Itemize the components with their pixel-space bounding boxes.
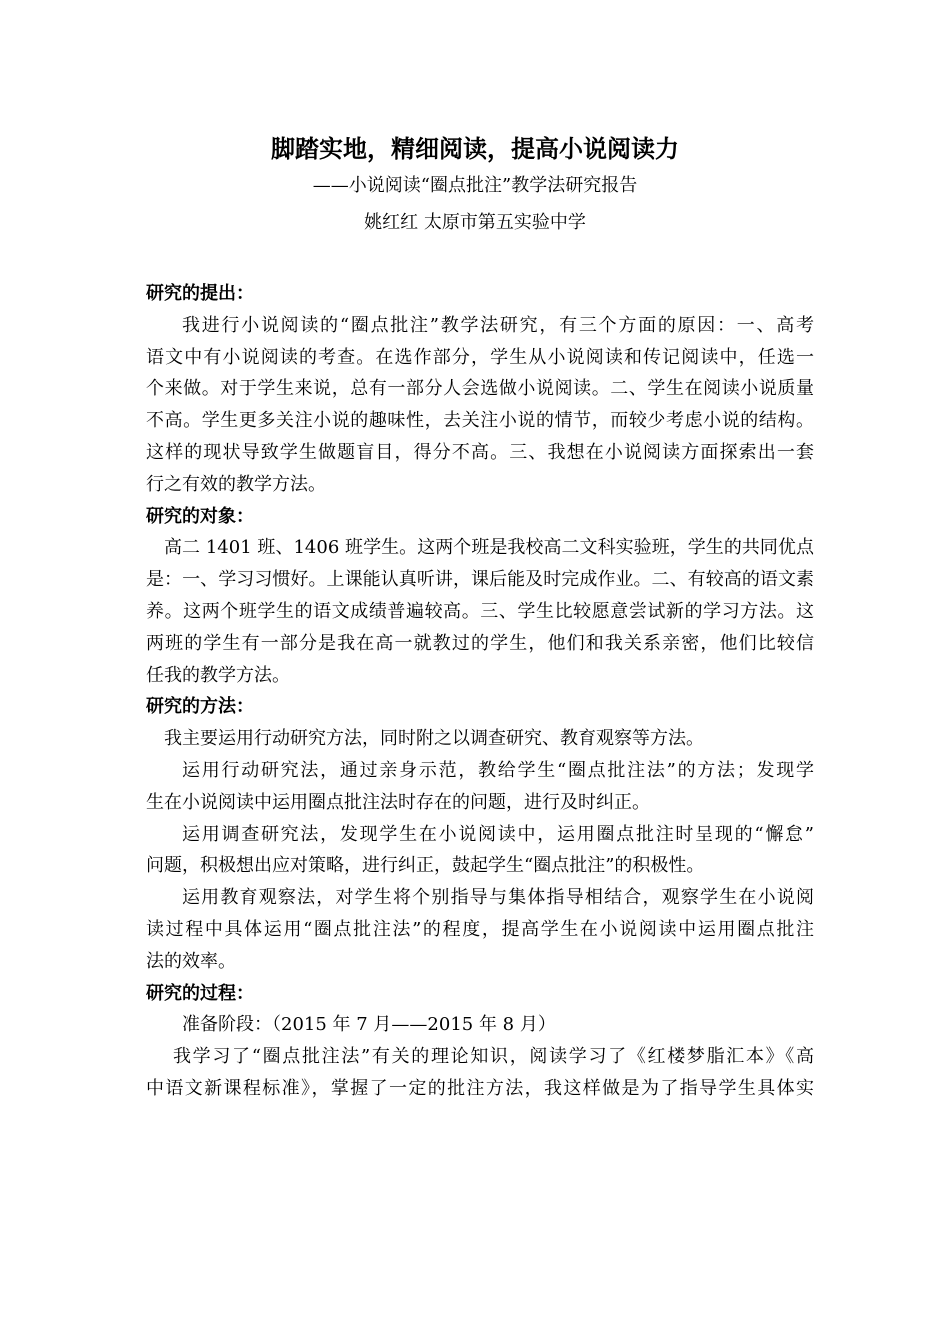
document-subtitle: ——小说阅读“圈点批注”教学法研究报告 — [312, 175, 638, 196]
document-body — [146, 278, 814, 1105]
document-title: 脚踏实地，精细阅读，提高小说阅读力 — [271, 134, 679, 163]
paragraph-line: 运用教育观察法，对学生将个别指导与集体指导相结合，观察学生在小说阅 — [182, 887, 814, 909]
section-heading-subjects: 研究的对象： — [146, 505, 254, 527]
section-heading-methods: 研究的方法： — [146, 696, 254, 718]
paragraph-line: 生在小说阅读中运用圈点批注法时存在的问题，进行及时纠正。 — [146, 791, 650, 813]
paragraph-line: 准备阶段：（2015 年 7 月——2015 年 8 月） — [182, 1014, 556, 1036]
paragraph-line: 运用行动研究法，通过亲身示范，教给学生“圈点批注法”的方法；发现学 — [182, 759, 814, 781]
section-heading-proposal: 研究的提出： — [146, 283, 254, 304]
author-line: 姚红红 太原市第五实验中学 — [364, 212, 586, 233]
paragraph-line: 法的效率。 — [146, 950, 236, 972]
paragraph-line: 语文中有小说阅读的考查。在选作部分，学生从小说阅读和传记阅读中，任选一 — [146, 346, 814, 368]
paragraph-line: 高二 1401 班、1406 班学生。这两个班是我校高二文科实验班，学生的共同优点 — [164, 537, 814, 559]
paragraph-line: 问题，积极想出应对策略，进行纠正，鼓起学生“圈点批注”的积极性。 — [146, 855, 705, 877]
paragraph-line: 我学习了“圈点批注法”有关的理论知识，阅读学习了《红楼梦脂汇本》《高 — [173, 1046, 814, 1068]
paragraph-line: 中语文新课程标准》，掌握了一定的批注方法，我这样做是为了指导学生具体实 — [146, 1077, 814, 1099]
paragraph-line: 读过程中具体运用“圈点批注法”的程度，提高学生在小说阅读中运用圈点批注 — [146, 918, 814, 940]
paragraph-line: 我进行小说阅读的“圈点批注”教学法研究，有三个方面的原因：一、高考 — [182, 314, 814, 336]
paragraph-line: 任我的教学方法。 — [146, 664, 290, 686]
paragraph-line: 个来做。对于学生来说，总有一部分人会选做小说阅读。二、学生在阅读小说质量 — [146, 378, 814, 400]
paragraph-line: 我主要运用行动研究方法，同时附之以调查研究、教育观察等方法。 — [164, 728, 704, 750]
paragraph-line: 养。这两个班学生的语文成绩普遍较高。三、学生比较愿意尝试新的学习方法。这 — [146, 600, 814, 622]
paragraph-line: 是：一、学习习惯好。上课能认真听讲，课后能及时完成作业。二、有较高的语文素 — [146, 569, 814, 591]
paragraph-line: 运用调查研究法，发现学生在小说阅读中，运用圈点批注时呈现的“懈怠” — [182, 823, 814, 845]
paragraph-line: 这样的现状导致学生做题盲目，得分不高。三、我想在小说阅读方面探索出一套 — [146, 441, 814, 463]
paragraph-line: 两班的学生有一部分是我在高一就教过的学生，他们和我关系亲密，他们比较信 — [146, 632, 814, 654]
paragraph-line: 行之有效的教学方法。 — [146, 473, 326, 495]
section-heading-process: 研究的过程： — [146, 982, 254, 1004]
paragraph-line: 不高。学生更多关注小说的趣味性，去关注小说的情节，而较少考虑小说的结构。 — [146, 410, 814, 432]
